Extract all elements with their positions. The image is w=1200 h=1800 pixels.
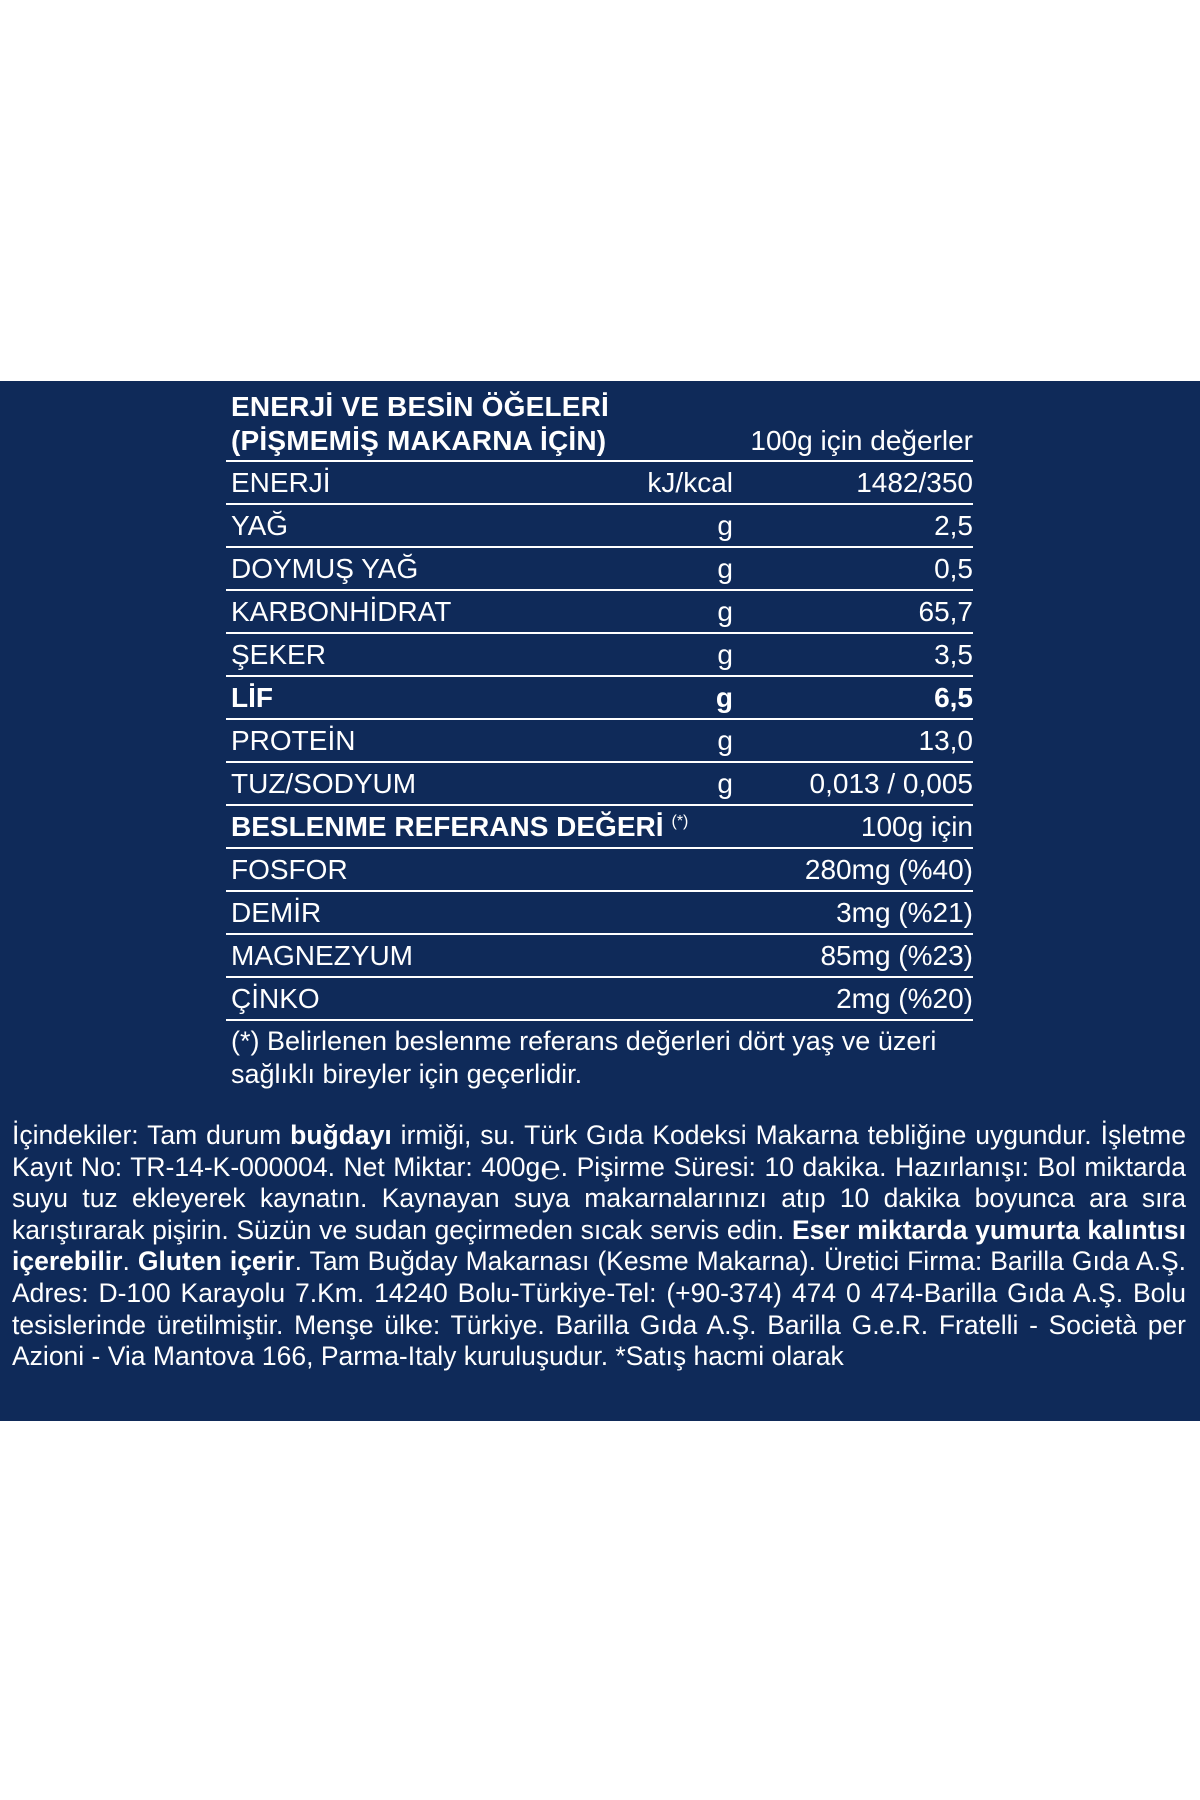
nutrient-name: LİF (231, 682, 273, 713)
mineral-value: 3mg (%21) (836, 897, 973, 928)
nutrient-value: 0,013 / 0,005 (809, 768, 973, 799)
reference-value-header (226, 806, 973, 849)
ingredients-part: . (122, 1246, 138, 1277)
nutrient-unit: g (717, 510, 733, 541)
ingredients-part: . Pişirme Süresi: 10 dakika. Hazırlanışı: Bol miktarda suyu tuz ekleyerek kaynatın. Kaynayan suya makarnalarınızı atıp 10 dakika boyunca ara sıra karıştırarak pişirin. Süzün ve sudan geçirmeden sıcak servis edin. (12, 1151, 1186, 1245)
mineral-name: FOSFOR (231, 854, 348, 885)
reference-footnote (226, 1021, 973, 1091)
nutrient-row-saturated-fat (226, 548, 973, 591)
nutrient-row-salt-sodium (226, 763, 973, 806)
mineral-name: MAGNEZYUM (231, 940, 413, 971)
mineral-value: 280mg (%40) (804, 854, 973, 885)
nutrient-unit: g (715, 682, 733, 713)
mineral-row-zinc (226, 978, 973, 1021)
reference-value-per: 100g için (860, 811, 973, 842)
mineral-row-magnesium (226, 935, 973, 978)
ingredients-text (12, 1120, 1186, 1373)
nutrient-unit: g (717, 639, 733, 670)
nutrient-unit: g (717, 725, 733, 756)
mineral-name: DEMİR (231, 897, 322, 928)
mineral-value: 85mg (%23) (820, 940, 973, 971)
nutrition-table-header (226, 390, 973, 462)
nutrient-row-energy (226, 462, 973, 505)
reference-value-label-text: BESLENME REFERANS DEĞERİ (231, 811, 664, 842)
nutrient-name: YAĞ (231, 510, 289, 541)
ingredients-part: . Tam Buğday Makarnası (Kesme Makarna). Üretici Firma: Barilla Gıda A.Ş. Adres: D-100 Karayolu 7.Km. 14240 Bolu-Türkiye-Tel: (+90-374) 474 0 474-Barilla Gıda A.Ş. Bolu tesislerinde üretilmiştir. Menşe ülke: Türkiye. Barilla Gıda A.Ş. Barilla G.e.R. Fratelli - Società per Azioni - Via Mantova 166, Parma-Italy kuruluşudur. *Satış hacmi olarak (12, 1246, 1186, 1372)
allergen-egg-warning: Eser miktarda yumurta kalıntısı içerebilir (12, 1214, 1186, 1277)
nutrient-row-fiber (226, 677, 973, 720)
nutrient-name: ENERJİ (231, 467, 331, 498)
reference-value-label (231, 810, 688, 844)
footnote-line1: (*) Belirlenen beslenme referans değerleri dört yaş ve üzeri (231, 1026, 937, 1056)
estimated-sign-icon: ℮ (540, 1148, 561, 1187)
nutrient-unit: g (717, 553, 733, 584)
nutrient-value: 0,5 (934, 553, 973, 584)
nutrient-row-protein (226, 720, 973, 763)
nutrient-name: TUZ/SODYUM (231, 768, 417, 799)
ingredients-part: irmiği, su. Türk Gıda Kodeksi Makarna tebliğine uygundur. İşletme Kayıt No: TR-14-K-000004. Net Miktar: 400g (12, 1120, 1186, 1182)
nutrient-name: ŞEKER (231, 639, 326, 670)
nutrient-row-fat (226, 505, 973, 548)
nutrient-name: DOYMUŞ YAĞ (231, 553, 419, 584)
nutrient-row-sugar (226, 634, 973, 677)
nutrient-value: 65,7 (918, 596, 973, 627)
mineral-value: 2mg (%20) (836, 983, 973, 1014)
nutrient-unit: g (717, 596, 733, 627)
footnote-line2: sağlıklı bireyler için geçerlidir. (231, 1059, 583, 1089)
per-100g-label: 100g için değerler (750, 425, 973, 456)
nutrient-row-carbohydrate (226, 591, 973, 634)
nutrition-title-line2: (PİŞMEMİŞ MAKARNA İÇİN) (231, 425, 607, 456)
allergen-gluten-warning: Gluten içerir (137, 1246, 295, 1277)
nutrient-value: 3,5 (934, 639, 973, 670)
nutrition-title-line1: ENERJİ VE BESİN ÖĞELERİ (231, 391, 610, 422)
ingredients-part: İçindekiler: Tam durum (12, 1120, 291, 1150)
mineral-name: ÇİNKO (231, 983, 320, 1014)
mineral-row-phosphorus (226, 849, 973, 892)
nutrient-value: 2,5 (934, 510, 973, 541)
nutrient-value: 13,0 (918, 725, 973, 756)
nutrient-value: 1482/350 (856, 467, 973, 498)
nutrition-table (226, 390, 973, 1091)
reference-mark: (*) (671, 812, 689, 830)
nutrient-name: PROTEİN (231, 725, 356, 756)
nutrient-name: KARBONHİDRAT (231, 596, 452, 627)
allergen-wheat: buğdayı (290, 1120, 392, 1150)
mineral-row-iron (226, 892, 973, 935)
nutrient-unit: kJ/kcal (647, 467, 733, 498)
nutrient-value: 6,5 (934, 682, 973, 713)
nutrient-unit: g (717, 768, 733, 799)
